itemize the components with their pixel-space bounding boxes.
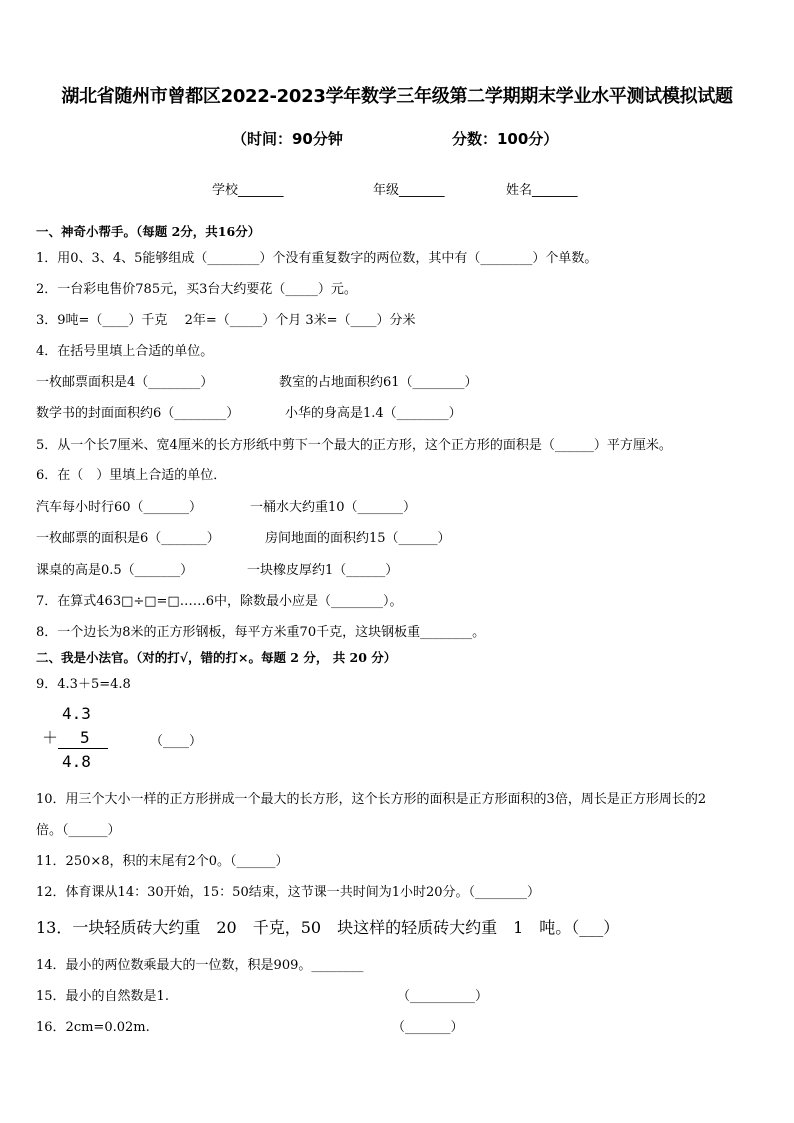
question-6e: 课桌的高是0.5（_______）: [36, 563, 194, 578]
question-4d: 小华的身高是1.4（________）: [285, 406, 462, 421]
question-4a: 一枚邮票面积是4（________）: [36, 375, 214, 390]
exam-title: 湖北省随州市曾都区2022-2023学年数学三年级第二学期期末学业水平测试模拟试题: [61, 86, 733, 107]
score-label: 分数：100分）: [452, 130, 559, 148]
question-2: 2．一台彩电售价785元，买3台大约要花（_____）元。: [36, 282, 357, 297]
question-7: 7．在算式463□÷□=□……6中，除数最小应是（________）。: [36, 594, 403, 609]
sum-line: [58, 748, 108, 749]
grade-field: 年级_______: [373, 183, 445, 198]
question-4: 4．在括号里填上合适的单位。: [36, 344, 214, 359]
question-11: 11．250×8，积的末尾有2个0。（______）: [36, 854, 289, 869]
question-10-cont: 倍。（______）: [36, 823, 121, 838]
addend-bottom: 5: [80, 728, 90, 747]
question-10: 10．用三个大小一样的正方形拼成一个最大的长方形，这个长方形的面积是正方形面积的3倍，周长是正方形周长的2: [36, 792, 707, 807]
question-6: 6．在（ ）里填上合适的单位．: [36, 468, 227, 483]
plus-sign: ＋: [42, 728, 59, 747]
question-15: 15．最小的自然数是1.: [36, 989, 169, 1004]
section-1-heading: 一、神奇小帮手。（每题 2分，共16分）: [36, 224, 261, 239]
sum-result: 4.8: [62, 752, 91, 771]
question-9: 9．4.3＋5=4.8: [36, 677, 131, 692]
question-6b: 一桶水大约重10（_______）: [250, 500, 417, 515]
question-6c: 一枚邮票的面积是6（_______）: [36, 531, 220, 546]
answer-blank-15: （__________）: [397, 989, 489, 1004]
question-6f: 一块橡皮厚约1（______）: [247, 563, 399, 578]
name-field: 姓名_______: [506, 183, 578, 198]
question-4c: 数学书的封面面积约6（________）: [36, 406, 240, 421]
question-8: 8．一个边长为8米的正方形钢板，每平方米重70千克，这块钢板重________。: [36, 625, 486, 640]
question-14: 14．最小的两位数乘最大的一位数，积是909。________: [36, 958, 364, 973]
question-4b: 教室的占地面积约61（________）: [279, 375, 478, 390]
addend-top: 4.3: [62, 704, 91, 723]
question-13: 13．一块轻质砖大约重 20 千克，50 块这样的轻质砖大约重 1 吨。（___）: [36, 918, 620, 937]
section-2-heading: 二、我是小法官。（对的打√，错的打×。每题 2 分， 共 20 分）: [36, 650, 397, 665]
question-12: 12．体育课从14：30开始，15：50结束，这节课一共时间为1小时20分。（________）: [36, 885, 541, 900]
answer-blank-16: （_______）: [392, 1020, 464, 1035]
question-3: 3．9吨=（____）千克 2年=（_____）个月 3米=（____）分米: [36, 313, 416, 328]
question-1: 1．用0、3、4、5能够组成（________）个没有重复数字的两位数，其中有（________）个单数。: [36, 251, 598, 266]
question-5: 5．从一个长7厘米、宽4厘米的长方形纸中剪下一个最大的正方形，这个正方形的面积是（______）平方厘米。: [36, 438, 672, 453]
question-6d: 房间地面的面积约15（______）: [265, 531, 451, 546]
school-field: 学校_______: [212, 183, 284, 198]
time-label: （时间：90分钟: [232, 130, 343, 148]
question-6a: 汽车每小时行60（_______）: [36, 500, 203, 515]
question-16: 16．2cm=0.02m.: [36, 1020, 150, 1035]
answer-blank-9: （____）: [150, 734, 203, 749]
